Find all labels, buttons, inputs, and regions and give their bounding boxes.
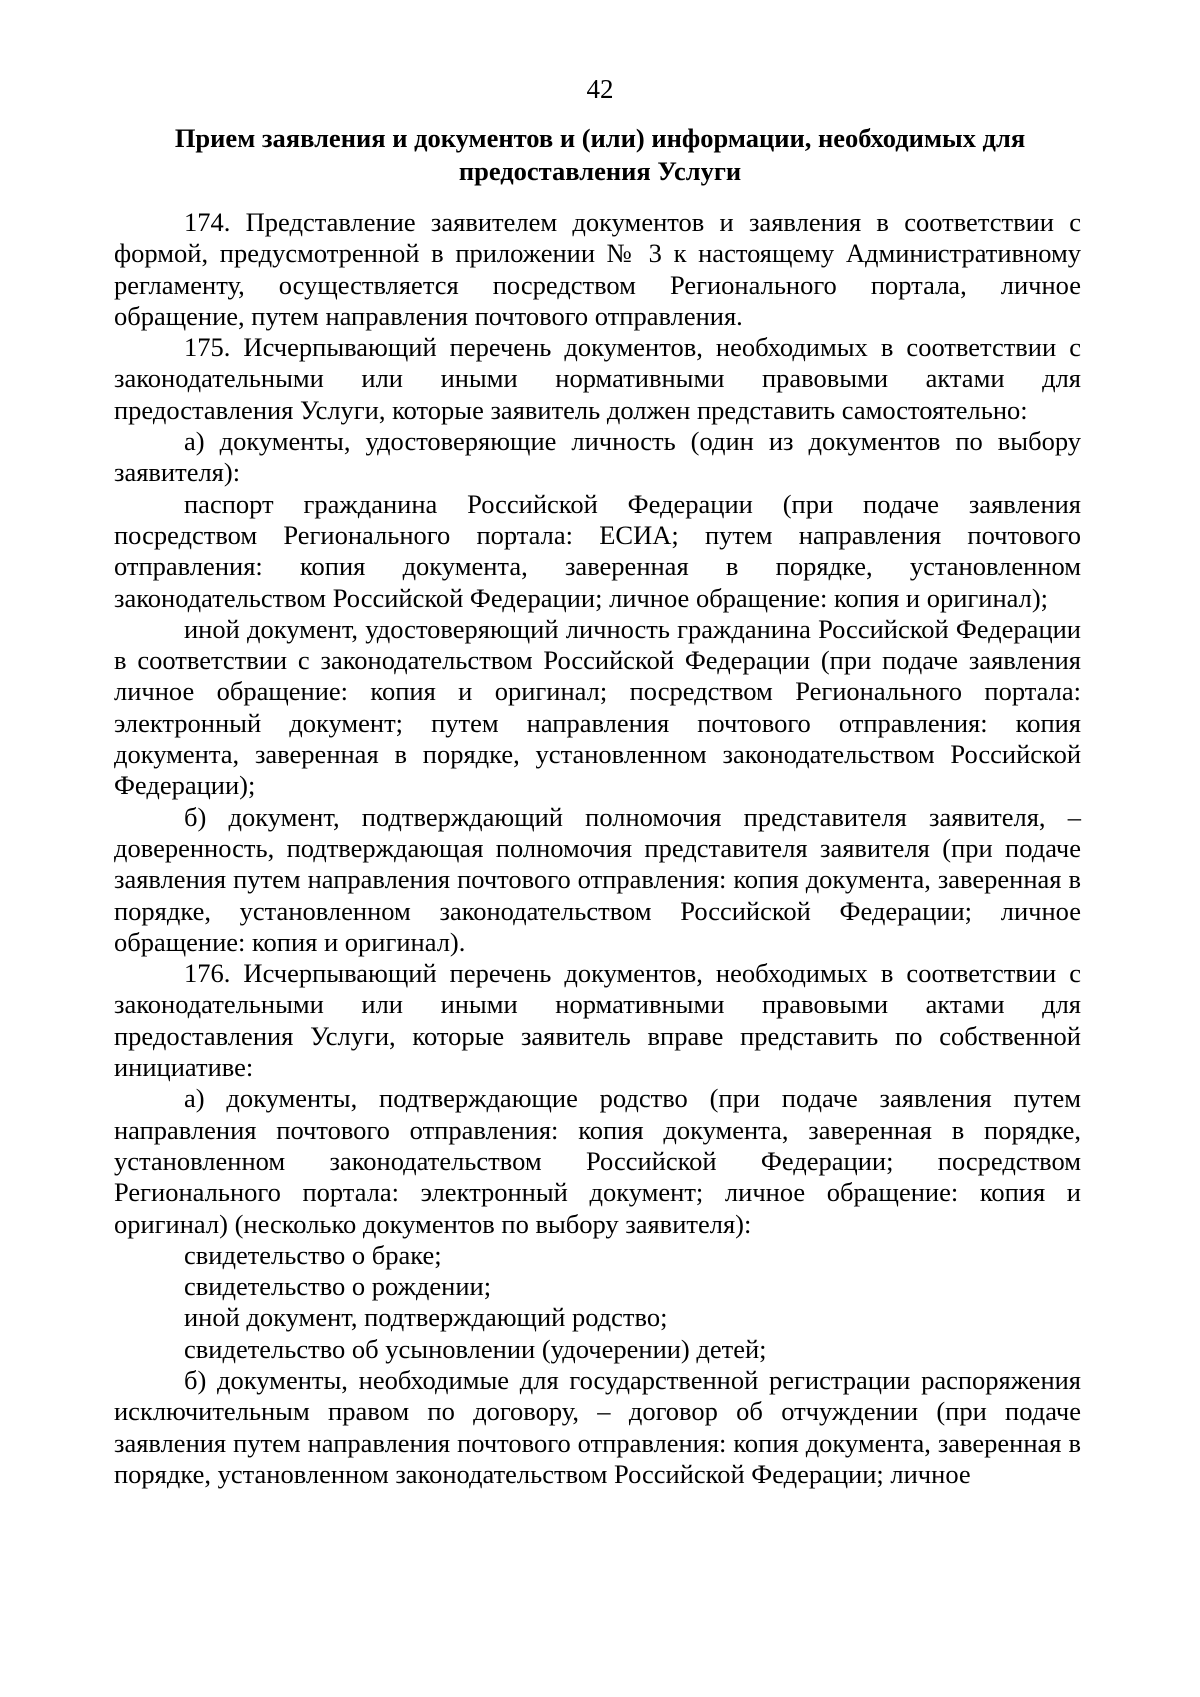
paragraph-passport: паспорт гражданина Российской Федерации (при подаче заявления посредством Регионального портала: ЕСИА; путем направления почтового отправления: копия документа, заверенная в порядке, установленном законодательством Российской Федерации; личное обращение: копия и оригинал); bbox=[114, 488, 1081, 613]
paragraph-other-id-document: иной документ, удостоверяющий личность гражданина Российской Федерации в соответствии с законодательством Российской Федерации (при подаче заявления личное обращение: копия и оригинал; посредством Регионального портала: электронный документ; путем направления почтового отправления: копия документа, заверенная в порядке, установленном законодательством Российской Федерации); bbox=[114, 613, 1081, 801]
list-item-birth-certificate: свидетельство о рождении; bbox=[184, 1271, 492, 1302]
list-item-adoption-certificate: свидетельство об усыновлении (удочерении) детей; bbox=[184, 1333, 767, 1364]
document-body bbox=[114, 207, 1081, 1490]
section-title: Прием заявления и документов и (или) информации, необходимых для предоставления Услуги bbox=[174, 123, 1026, 186]
list-item-other-kinship-document: иной документ, подтверждающий родство; bbox=[184, 1302, 668, 1333]
paragraph-174: 174. Представление заявителем документов и заявления в соответствии с формой, предусмотренной в приложении № 3 к настоящему Административному регламенту, осуществляется посредством Регионального портала, личное обращение, путем направления почтового отправления. bbox=[114, 207, 1081, 331]
paragraph-175-a: а) документы, удостоверяющие личность (один из документов по выбору заявителя): bbox=[114, 426, 1081, 488]
paragraph-176: 176. Исчерпывающий перечень документов, необходимых в соответствии с законодательными или иными нормативными правовыми актами для предоставления Услуги, которые заявитель вправе представить по собственной инициативе: bbox=[114, 958, 1081, 1083]
paragraph-175-b: б) документ, подтверждающий полномочия представителя заявителя, – доверенность, подтверждающая полномочия представителя заявителя (при подаче заявления путем направления почтового отправления: копия документа, заверенная в порядке, установленном законодательством Российской Федерации; личное обращение: копия и оригинал). bbox=[114, 801, 1081, 957]
paragraph-176-b: б) документы, необходимые для государственной регистрации распоряжения исключительным правом по договору, – договор об отчуждении (при подаче заявления путем направления почтового отправления: копия документа, заверенная в порядке, установленном законодательством Российской Федерации; личное bbox=[114, 1364, 1081, 1489]
paragraph-175: 175. Исчерпывающий перечень документов, необходимых в соответствии с законодательными или иными нормативными правовыми актами для предоставления Услуги, которые заявитель должен представить самостоятельно: bbox=[114, 332, 1081, 425]
page-number: 42 bbox=[586, 74, 614, 104]
list-item-marriage-certificate: свидетельство о браке; bbox=[184, 1239, 442, 1270]
paragraph-176-a: а) документы, подтверждающие родство (при подаче заявления путем направления почтового отправления: копия документа, заверенная в порядке, установленном законодательством Российской Федерации; посредством Регионального портала: электронный документ; личное обращение: копия и оригинал) (несколько документов по выбору заявителя): bbox=[114, 1083, 1081, 1239]
